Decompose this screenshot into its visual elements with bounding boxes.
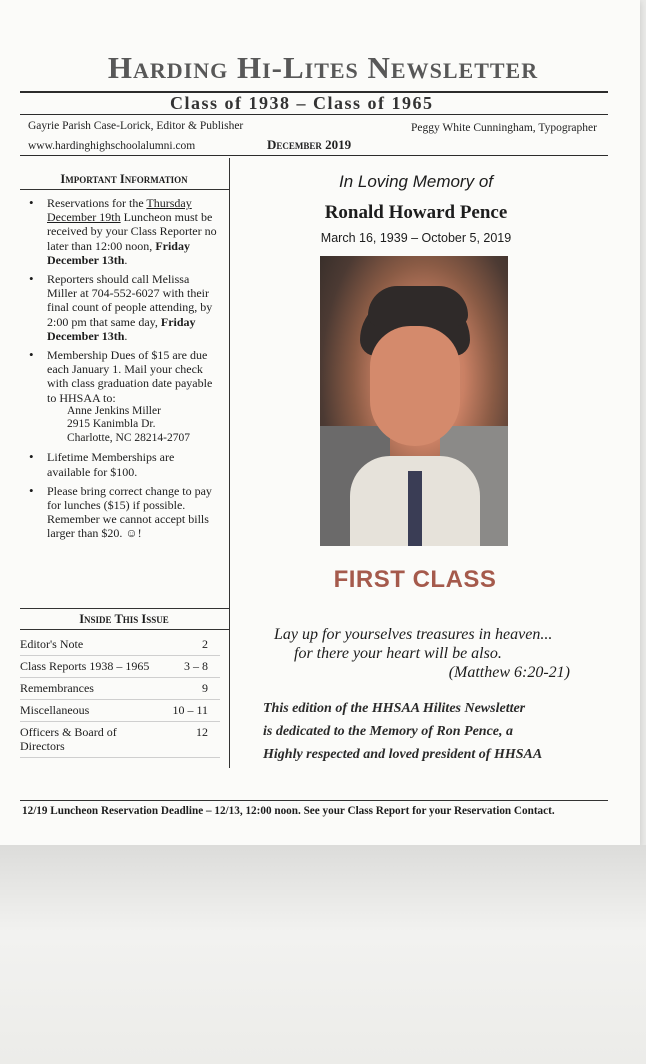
toc-row[interactable]: Miscellaneous 10 – 11 — [20, 700, 220, 722]
footer-note: 12/19 Luncheon Reservation Deadline – 12/13, 12:00 noon. See your Class Report for your Reservation Contact. — [22, 805, 555, 817]
editor-credit: Gayrie Parish Case-Lorick, Editor & Publisher — [28, 120, 244, 132]
toc-heading: Inside This Issue — [79, 612, 169, 626]
class-range: Class of 1938 – Class of 1965 — [170, 93, 434, 113]
header-bottom-rule — [20, 155, 608, 156]
list-item: • Lifetime Memberships are available for $100. — [20, 450, 220, 478]
toc-heading-rule — [20, 629, 229, 630]
website-link[interactable]: www.hardinghighschoolalumni.com — [28, 140, 196, 152]
toc-row[interactable]: Officers & Board of Directors 12 — [20, 722, 220, 758]
memorial-photo — [320, 256, 508, 546]
typographer-credit: Peggy White Cunningham, Typographer — [411, 122, 597, 134]
memorial-dates: March 16, 1939 – October 5, 2019 — [320, 231, 512, 245]
toc-top-rule — [20, 608, 229, 609]
issue-date: December 2019 — [267, 137, 352, 152]
list-item: • Membership Dues of $15 are due each January 1. Mail your check with class graduation date payable to HHSAA to: Anne Jenkins Miller 2915 Kanimbla Dr. Charlotte, NC 28214-2707 — [20, 348, 220, 445]
footer-rule — [20, 800, 608, 801]
toc-row[interactable]: Class Reports 1938 – 1965 3 – 8 — [20, 656, 220, 678]
first-class-badge: FIRST CLASS — [333, 566, 497, 593]
newsletter-title: Harding Hi-Lites Newsletter — [107, 50, 539, 85]
column-divider — [229, 158, 230, 768]
important-heading: Important Information — [60, 172, 188, 186]
important-rule — [20, 189, 229, 190]
scripture-verse: Lay up for yourselves treasures in heaven... for there your heart will be also. (Matthew 6:20-21) — [274, 626, 570, 681]
toc-row[interactable]: Remembrances 9 — [20, 678, 220, 700]
important-list — [20, 196, 220, 546]
scan-background — [0, 845, 646, 1064]
subtitle-rule — [20, 114, 608, 115]
memorial-name: Ronald Howard Pence — [324, 202, 508, 223]
mailing-address: Anne Jenkins Miller 2915 Kanimbla Dr. Charlotte, NC 28214-2707 — [67, 404, 190, 444]
toc-row[interactable]: Editor's Note 2 — [20, 634, 220, 656]
list-item: • Please bring correct change to pay for lunches ($15) if possible. Remember we cannot accept bills larger than $20. ☺! — [20, 484, 220, 541]
memorial-heading: In Loving Memory of — [338, 172, 493, 191]
list-item: • Reporters should call Melissa Miller at 704-552-6027 with their final count of people attending, by 2:00 pm that same day, Friday December 13th. — [20, 272, 220, 343]
list-item: • Reservations for the Thursday December 19th Luncheon must be received by your Class Reporter no later than 12:00 noon, Friday December 13th. — [20, 196, 220, 267]
table-of-contents — [20, 634, 220, 758]
dedication-note: This edition of the HHSAA Hilites Newsletter is dedicated to the Memory of Ron Pence, a Highly respected and loved president of HHSAA — [263, 701, 543, 762]
